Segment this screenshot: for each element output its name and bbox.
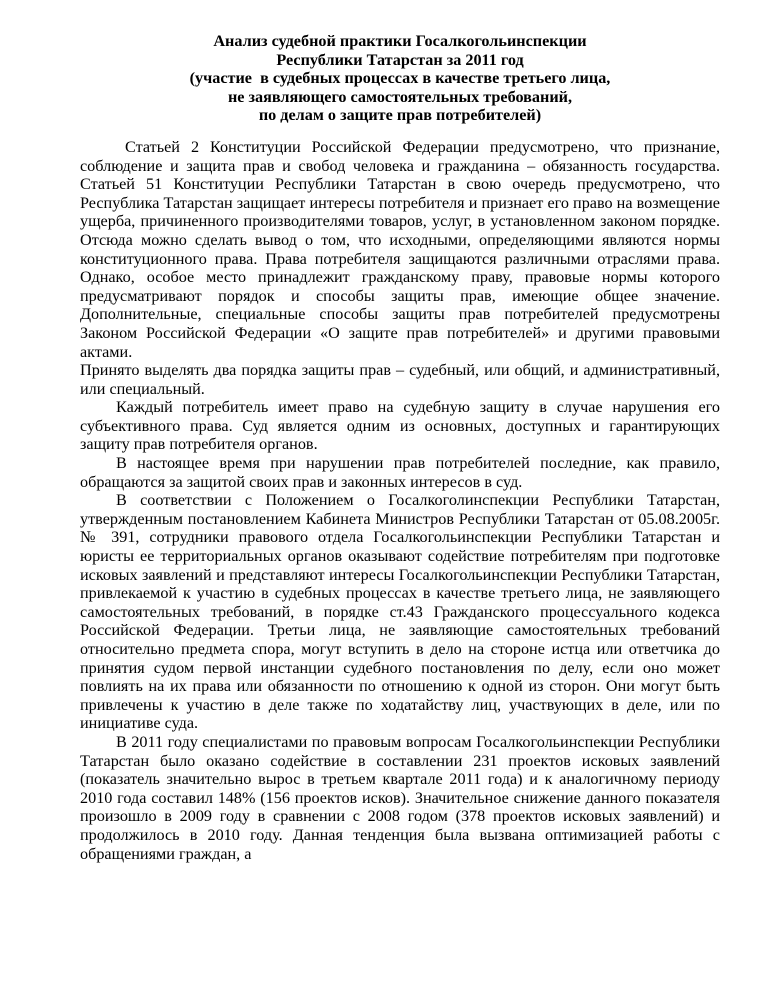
title-line: по делам о защите прав потребителей) [258, 106, 542, 125]
document-title [80, 32, 720, 125]
paragraph-court-appeal: В настоящее время при нарушении прав потребителей последние, как правило, обращаются за защитой своих прав и законных интересов в суд. [80, 454, 720, 491]
paragraph-regulation: В соответствии с Положением о Госалкоголинспекции Республики Татарстан, утвержденным постановлением Кабинета Министров Республики Татарстан от 05.08.2005г. № 391, сотрудники правового отдела Госалкогольинспекции Республики Татарстан и юристы ее территориальных органов оказывают содействие потребителям при подготовке исковых заявлений и представляют интересы Госалкогольинспекции Республики Татарстан, привлекаемой к участию в судебных процессах в качестве третьего лица, не заявляющего самостоятельных требований, в порядке ст.43 Гражданского процессуального кодекса Российской Федерации. Третьи лица, не заявляющие самостоятельных требований относительно предмета спора, могут вступить в дело на стороне истца или ответчика до принятия судом первой инстанции судебного постановления по делу, если оно может повлиять на их права или обязанности по отношению к одной из сторон. Они могут быть привлечены к участию в деле также по ходатайству лиц, участвующих в деле, или по инициативе суда. [80, 491, 720, 733]
paragraph-statistics-2011: В 2011 году специалистами по правовым вопросам Госалкогольинспекции Республики Татарстан было оказано содействие в составлении 231 проектов исковых заявлений (показатель значительно вырос в третьем квартале 2011 года) и к аналогичному периоду 2010 года составил 148% (156 проектов исков). Значительное снижение данного показателя произошло в 2009 году в сравнении с 2008 годом (378 проектов исковых заявлений) и продолжилось в 2010 году. Данная тенденция была вызвана оптимизацией работы с обращениями граждан, а [80, 732, 720, 863]
title-line: не заявляющего самостоятельных требований, [227, 87, 573, 106]
title-line: (участие в судебных процессах в качестве третьего лица, [189, 69, 611, 88]
title-line: Республики Татарстан за 2011 год [276, 50, 524, 69]
title-line: Анализ судебной практики Госалкогольинспекции [213, 32, 587, 50]
paragraph-constitution: Статьей 2 Конституции Российской Федерации предусмотрено, что признание, соблюдение и защита прав и свобод человека и гражданина – обязанность государства. Статьей 51 Конституции Республики Татарстан в свою очередь предусмотрено, что Республика Татарстан защищает интересы потребителя и признает его право на возмещение ущерба, причиненного производителями товаров, услуг, в установленном законом порядке. Отсюда можно сделать вывод о том, что исходными, определяющими являются нормы конституционного права. Права потребителя защищаются различными отраслями права. Однако, особое место принадлежит гражданскому праву, правовые нормы которого предусматривают порядок и способы защиты прав, имеющие общее значение. Дополнительные, специальные способы защиты прав потребителей предусмотрены Законом Российской Федерации «О защите прав потребителей» и другими правовыми актами. [80, 137, 720, 361]
paragraph-protection-orders: Принято выделять два порядка защиты прав – судебный, или общий, и административный, или специальный. [80, 361, 720, 398]
paragraph-judicial-protection: Каждый потребитель имеет право на судебную защиту в случае нарушения его субъективного права. Суд является одним из основных, доступных и гарантирующих защиту прав потребителя органов. [80, 398, 720, 454]
